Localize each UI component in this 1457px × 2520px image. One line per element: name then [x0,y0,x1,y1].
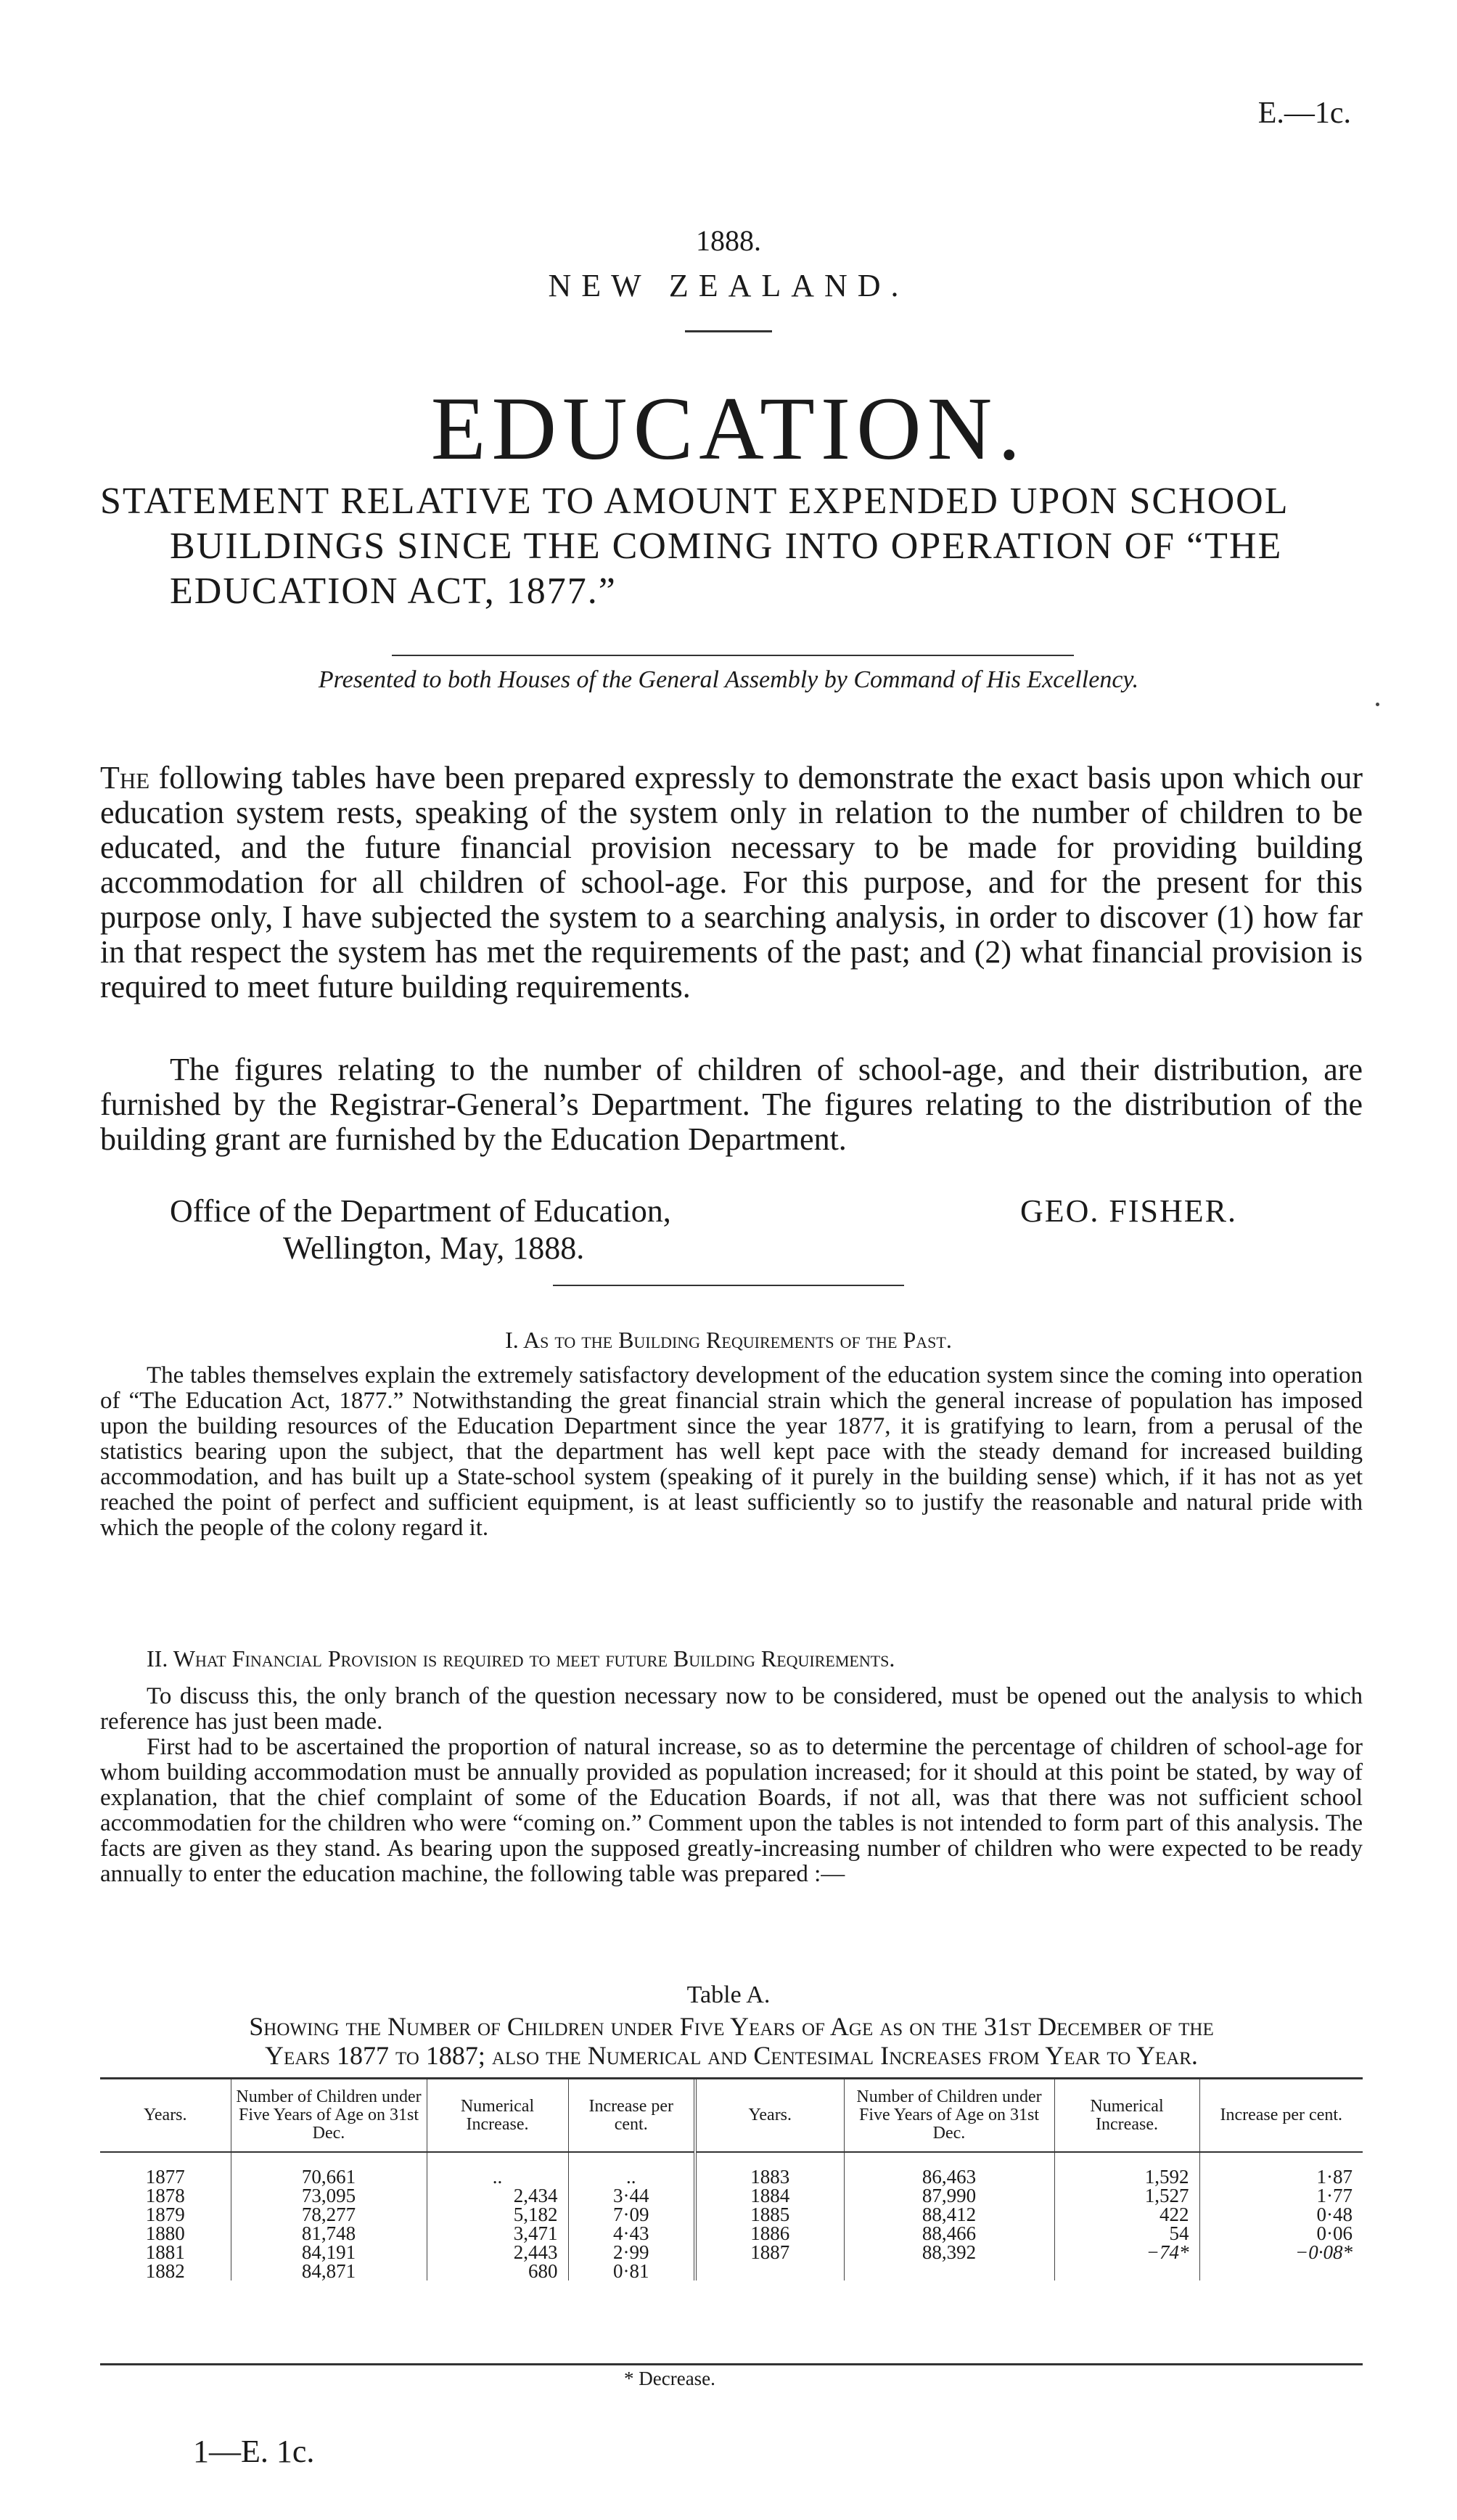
table-caption-line: Showing the Number of Children under Five Years of Age as on the 31st December of the [249,2012,1214,2041]
cell-numerical: 1,527 [1054,2186,1199,2205]
signature-location-date: Wellington, May, 1888. [283,1230,585,1266]
cell-year: 1877 [145,2166,185,2188]
cell-percent: 1·87 [1199,2152,1363,2186]
cell-children: 81,748 [231,2224,427,2243]
body-paragraph: First had to be ascertained the proportion of natural increase, so as to determine the percentage of children of school-age for whom building accommodation must be annually provided as population increased; for it should at this point be stated, by way of explanation, that the chief complaint of some of the Education Boards, if not all, was that there was not sufficient school accommodatien for the children who were “coming on.” Comment upon the tables is not intended to form part of this analysis. The facts are given as they stand. As bearing upon the supposed greatly-increasing number of children who were expected to be ready annually to enter the education machine, the following table was prepared :— [100,1734,1363,1887]
cell-year: 1885 [695,2205,844,2224]
intro-paragraph [100,761,1363,1005]
table-caption [100,2012,1363,2070]
cell-numerical: 3,471 [427,2224,568,2243]
subtitle [100,479,1370,614]
presented-line: Presented to both Houses of the General Assembly by Command of His Excellency. [318,666,1139,693]
body-paragraph: The tables themselves explain the extremely satisfactory development of the education system since the coming into operation of “The Education Act, 1877.” Notwithstanding the great financial strain which the general increase of population has imposed upon the building resources of the Education Department since the year 1877, it is gratifying to learn, from a perusal of the statistics bearing upon the subject, that the department has well kept pace with the steady demand for increased building accommodation, and has built up a State-school system (speaking of it purely in the building sense) which, if it has not as yet reached the point of perfect and sufficient equipment, is at least sufficiently so to justify the reasonable and natural pride with which the people of the colony regard it. [100,1362,1363,1541]
country-heading: NEW ZEALAND. [548,268,909,303]
table-caption-line: Years 1877 to 1887; also the Numerical and Centesimal Increases from Year to Year. [265,2041,1198,2070]
cell-year: 1887 [695,2243,844,2262]
cell-children: 87,990 [844,2186,1054,2205]
cell-empty [1054,2262,1199,2280]
col-header-percent: Increase per cent. [1199,2079,1363,2152]
cell-numerical: 2,443 [427,2243,568,2262]
cell-percent: 1·77 [1199,2186,1363,2205]
table-row [100,2186,1363,2205]
children-table [100,2079,1363,2280]
table-row [100,2243,1363,2262]
cell-numerical: 54 [1054,2224,1199,2243]
table-row [100,2224,1363,2243]
cell-year: 1883 [695,2152,844,2186]
divider-rule [392,655,1074,656]
cell-children: 70,661 [231,2152,427,2186]
col-header-percent: Increase per cent. [568,2079,695,2152]
page-identifier: 1—E. 1c. [193,2434,315,2469]
cell-children: 73,095 [231,2186,427,2205]
col-header-children: Number of Children under Five Years of Age on 31st Dec. [844,2079,1054,2152]
cell-numerical: 1,592 [1054,2152,1199,2186]
subtitle-line: STATEMENT RELATIVE TO AMOUNT EXPENDED UPON SCHOOL [100,480,1289,522]
section-heading: II. What Financial Provision is required to meet future Building Requirements. [147,1645,895,1672]
cell-children: 84,871 [231,2262,427,2280]
cell-percent: .. [568,2152,695,2186]
cell-percent: 0·48 [1199,2205,1363,2224]
cell-children: 88,466 [844,2224,1054,2243]
cell-empty [1199,2262,1363,2280]
table-row [100,2152,1363,2186]
cell-percent: 2·99 [568,2243,695,2262]
subtitle-line: EDUCATION ACT, 1877.” [170,570,617,612]
table-label: Table A. [686,1981,771,2008]
cell-numerical: .. [427,2152,568,2186]
cell-year: 1886 [695,2224,844,2243]
table-footnote: * Decrease. [624,2368,715,2389]
cell-empty [695,2262,844,2280]
cell-numerical: 680 [427,2262,568,2280]
cell-year: 1878 [145,2185,185,2206]
cell-percent: 4·43 [568,2224,695,2243]
intro-text: following tables have been prepared expressly to demonstrate the exact basis upon which our education system rests, speaking of the system only in relation to the number of children to be educated, and the future financial provision necessary to be made for providing building accommodation for all children of school-age. For this purpose, and for the present for this purpose only, I have subjected the system to a searching analysis, in order to discover (1) how far in that respect the system has met the requirements of the past; and (2) what financial provision is required to meet future building requirements. [100,760,1363,1005]
cell-empty [844,2262,1054,2280]
cell-numerical: 2,434 [427,2186,568,2205]
section-heading: I. As to the Building Requirements of the Past. [505,1327,952,1353]
cell-children: 84,191 [231,2243,427,2262]
cell-percent: 3·44 [568,2186,695,2205]
cell-numerical: 5,182 [427,2205,568,2224]
cell-year: 1881 [145,2241,185,2263]
stray-mark [1376,703,1379,706]
divider-rule [685,330,772,332]
body-paragraph: To discuss this, the only branch of the question necessary now to be considered, must be opened out the analysis to which reference has just been made. [100,1683,1363,1735]
cell-percent: 0·81 [568,2262,695,2280]
cell-percent: 0·06 [1199,2224,1363,2243]
subtitle-line: BUILDINGS SINCE THE COMING INTO OPERATION OF “THE [170,525,1283,567]
intro-paragraph: The figures relating to the number of children of school-age, and their distribution, are furnished by the Registrar-General’s Department. The figures relating to the distribution of the building grant are furnished by the Education Department. [100,1052,1363,1157]
cell-year: 1884 [695,2186,844,2205]
cell-children: 86,463 [844,2152,1054,2186]
data-table [100,2079,1363,2280]
col-header-numerical: Numerical Increase. [1054,2079,1199,2152]
cell-percent: 7·09 [568,2205,695,2224]
table-row [100,2262,1363,2280]
table-row [100,2205,1363,2224]
cell-year: 1879 [145,2204,185,2225]
signature-office: Office of the Department of Education, [170,1193,671,1229]
cell-year: 1882 [145,2260,185,2282]
cell-children: 78,277 [231,2205,427,2224]
table-bottom-rule [100,2363,1363,2365]
col-header-children: Number of Children under Five Years of Age on 31st Dec. [231,2079,427,2152]
document-code: E.—1c. [1257,97,1351,130]
signature-name: GEO. FISHER. [1020,1193,1238,1229]
cell-percent: −0·08* [1199,2243,1363,2262]
table-header-row [100,2079,1363,2152]
col-header-years: Years. [100,2079,231,2152]
cell-children: 88,392 [844,2243,1054,2262]
divider-rule [553,1285,904,1286]
col-header-years: Years. [695,2079,844,2152]
document-year: 1888. [696,224,761,257]
intro-lead-word: The [100,760,150,795]
cell-numerical: −74* [1054,2243,1199,2262]
main-title: EDUCATION. [430,379,1027,478]
cell-year: 1880 [145,2222,185,2244]
cell-children: 88,412 [844,2205,1054,2224]
col-header-numerical: Numerical Increase. [427,2079,568,2152]
cell-numerical: 422 [1054,2205,1199,2224]
